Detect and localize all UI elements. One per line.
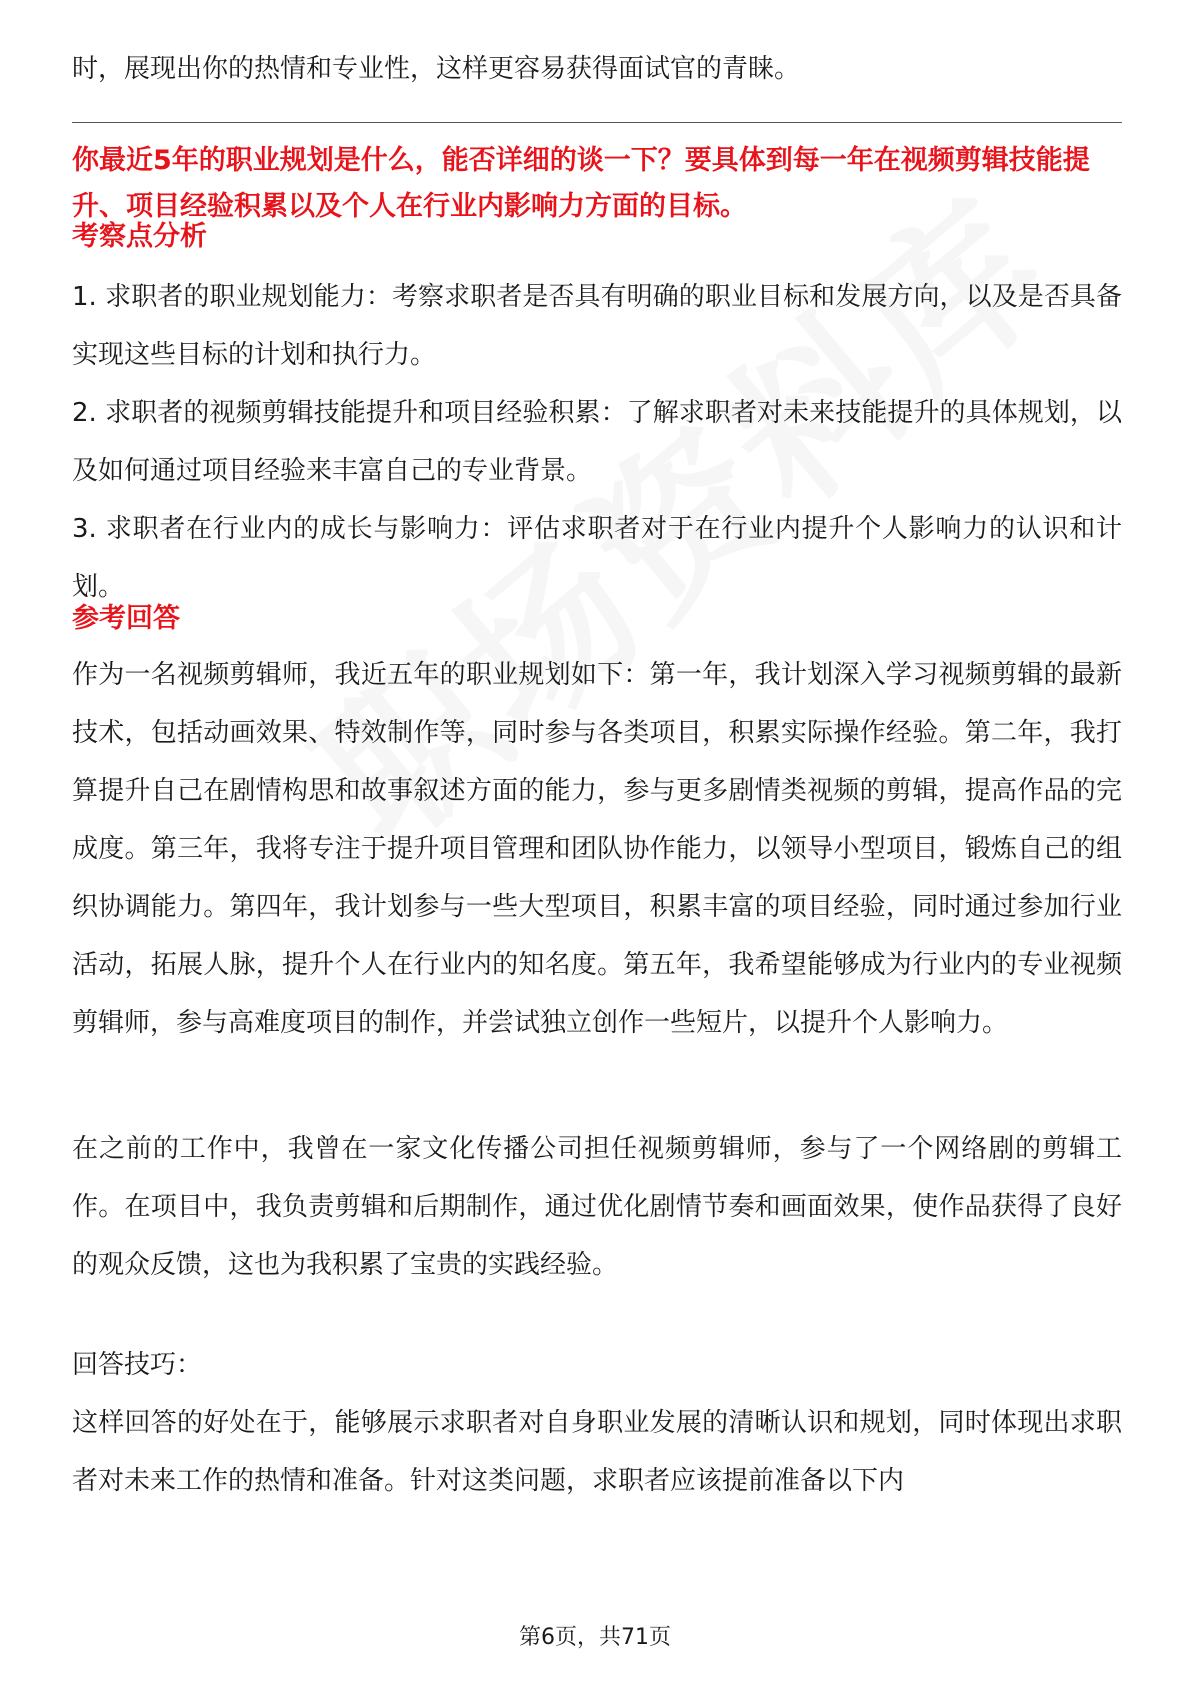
question-heading: 你最近5年的职业规划是什么，能否详细的谈一下？要具体到每一年在视频剪辑技能提升、项目经验积累以及个人在行业内影响力方面的目标。 — [72, 145, 1090, 222]
answer-experience-section — [72, 1120, 1122, 1294]
analysis-title: 考察点分析 — [72, 221, 207, 252]
tips-title: 回答技巧： — [72, 1350, 203, 1380]
divider-line — [72, 122, 1122, 123]
page-number: 第6页，共71页 — [519, 1625, 671, 1650]
analysis-item-2: 2. 求职者的视频剪辑技能提升和项目经验积累：了解求职者对未来技能提升的具体规划，以及如何通过项目经验来丰富自己的专业背景。 — [72, 398, 1122, 486]
answer-title: 参考回答 — [72, 603, 180, 634]
analysis-item-3: 3. 求职者在行业内的成长与影响力：评估求职者对于在行业内提升个人影响力的认识和计划。 — [72, 514, 1122, 602]
continuation-text: 时，展现出你的热情和专业性，这样更容易获得面试官的青睐。 — [72, 54, 801, 84]
answer-paragraph-2: 在之前的工作中，我曾在一家文化传播公司担任视频剪辑师，参与了一个网络剧的剪辑工作。在项目中，我负责剪辑和后期制作，通过优化剧情节奏和画面效果，使作品获得了良好的观众反馈，这也为我积累了宝贵的实践经验。 — [72, 1134, 1122, 1280]
analysis-item-1: 1. 求职者的职业规划能力：考察求职者是否具有明确的职业目标和发展方向，以及是否具备实现这些目标的计划和执行力。 — [72, 282, 1122, 370]
answer-section — [72, 594, 1122, 1052]
tips-text: 这样回答的好处在于，能够展示求职者对自身职业发展的清晰认识和规划，同时体现出求职者对未来工作的热情和准备。针对这类问题，求职者应该提前准备以下内 — [72, 1408, 1122, 1496]
answer-paragraph-1: 作为一名视频剪辑师，我近五年的职业规划如下：第一年，我计划深入学习视频剪辑的最新技术，包括动画效果、特效制作等，同时参与各类项目，积累实际操作经验。第二年，我打算提升自己在剧情构思和故事叙述方面的能力，参与更多剧情类视频的剪辑，提高作品的完成度。第三年，我将专注于提升项目管理和团队协作能力，以领导小型项目，锻炼自己的组织协调能力。第四年，我计划参与一些大型项目，积累丰富的项目经验，同时通过参加行业活动，拓展人脉，提升个人在行业内的知名度。第五年，我希望能够成为行业内的专业视频剪辑师，参与高难度项目的制作，并尝试独立创作一些短片，以提升个人影响力。 — [72, 660, 1122, 1038]
tips-section — [72, 1336, 1122, 1510]
analysis-section — [72, 212, 1122, 616]
